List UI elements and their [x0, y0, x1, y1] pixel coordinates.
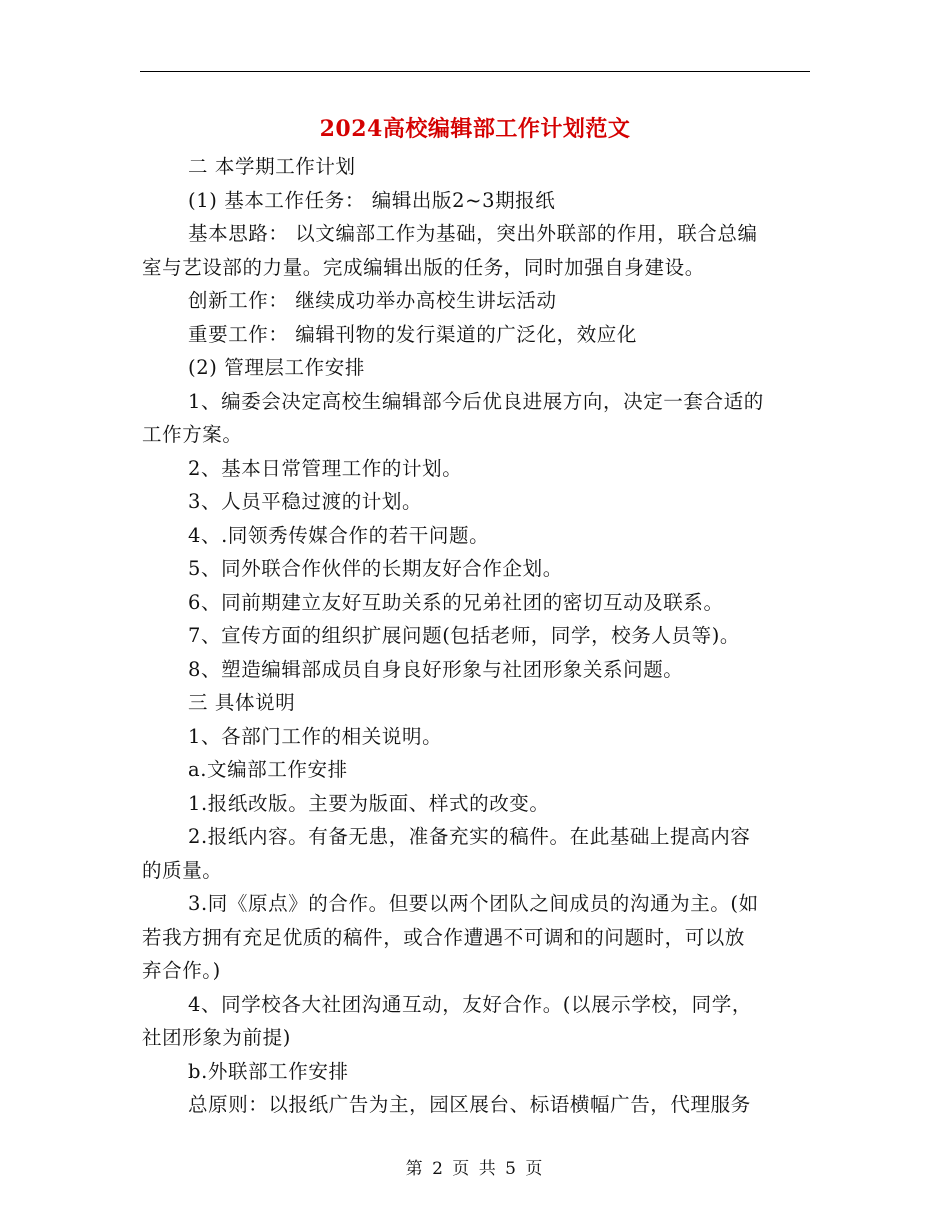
- paragraph-line: 6、同前期建立友好互助关系的兄弟社团的密切互动及联系。: [188, 590, 724, 614]
- paragraph-line: 3.同《原点》的合作。但要以两个团队之间成员的沟通为主。(如: [188, 892, 759, 915]
- paragraph-line: 8、塑造编辑部成员自身良好形象与社团形象关系问题。: [188, 657, 684, 681]
- paragraph-line: b.外联部工作安排: [188, 1059, 349, 1083]
- paragraph-line: a.文编部工作安排: [188, 758, 348, 781]
- paragraph-line: 1、各部门工作的相关说明。: [188, 724, 443, 748]
- page-number-footer: 第 2 页 共 5 页: [405, 1159, 545, 1179]
- document-title: 2024高校编辑部工作计划范文: [319, 116, 631, 142]
- paragraph-line: 总原则：以报纸广告为主，园区展台、标语横幅广告，代理服务: [188, 1093, 751, 1116]
- paragraph-line: 重要工作： 编辑刊物的发行渠道的广泛化，效应化: [188, 322, 637, 346]
- paragraph-line: 基本思路： 以文编部工作为基础，突出外联部的作用，联合总编: [188, 222, 758, 245]
- paragraph-line: 5、同外联合作伙伴的长期友好合作企划。: [188, 557, 563, 580]
- paragraph-line: 室与艺设部的力量。完成编辑出版的任务，同时加强自身建设。: [142, 255, 705, 279]
- document-body: [142, 150, 810, 1122]
- paragraph-line: 弃合作。): [142, 959, 221, 982]
- paragraph-line: 4、.同领秀传媒合作的若干问题。: [188, 523, 490, 547]
- paragraph-line: 创新工作： 继续成功举办高校生讲坛活动: [188, 289, 557, 312]
- paragraph-line: 1、编委会决定高校生编辑部今后优良进展方向，决定一套合适的: [188, 389, 764, 413]
- paragraph-line: 2.报纸内容。有备无患，准备充实的稿件。在此基础上提高内容: [188, 825, 751, 848]
- paragraph-line: 三 具体说明: [188, 691, 296, 714]
- paragraph-line: 工作方案。: [142, 423, 243, 446]
- paragraph-line: 1.报纸改版。主要为版面、样式的改变。: [188, 791, 550, 815]
- paragraph-line: 4、同学校各大社团沟通互动，友好合作。(以展示学校，同学，: [188, 992, 752, 1016]
- paragraph-line: (2) 管理层工作安排: [188, 356, 365, 379]
- paragraph-line: 二 本学期工作计划: [188, 155, 356, 178]
- paragraph-line: 2、基本日常管理工作的计划。: [188, 456, 463, 480]
- paragraph-line: 3、人员平稳过渡的计划。: [188, 490, 423, 513]
- paragraph-line: 若我方拥有充足优质的稿件，或合作遭遇不可调和的问题时，可以放: [142, 925, 746, 949]
- paragraph-line: 7、宣传方面的组织扩展问题(包括老师，同学，校务人员等)。: [188, 624, 741, 647]
- header-rule: [140, 71, 810, 72]
- paragraph-line: 的质量。: [142, 858, 223, 882]
- paragraph-line: (1) 基本工作任务： 编辑出版2~3期报纸: [188, 188, 556, 212]
- paragraph-line: 社团形象为前提): [142, 1026, 291, 1049]
